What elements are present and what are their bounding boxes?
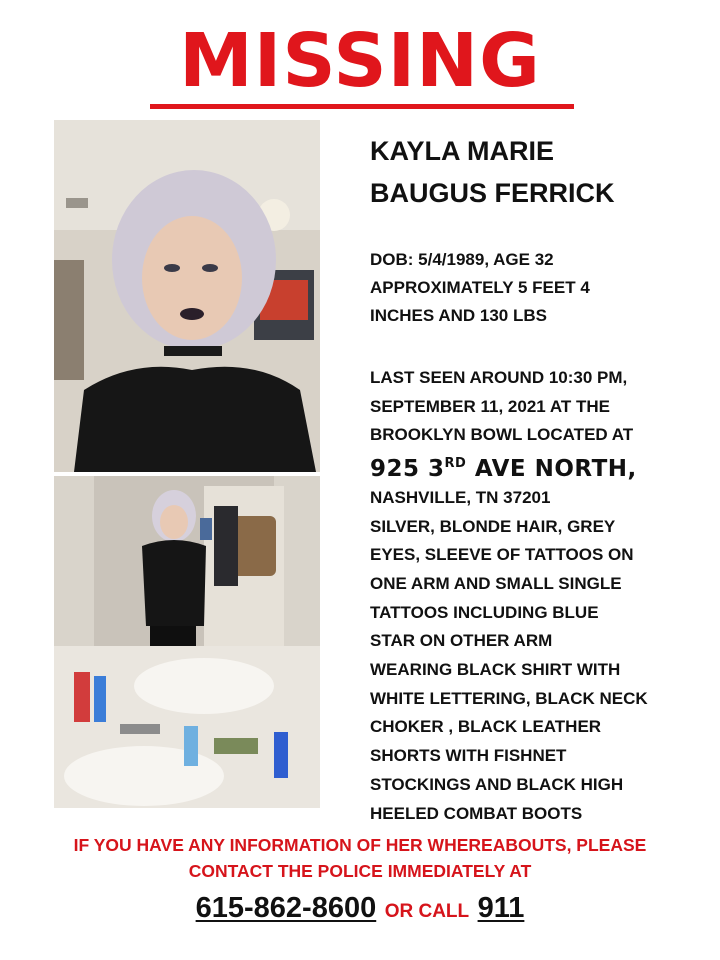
address-number: 925 3 xyxy=(370,456,445,483)
last-seen-line: LAST SEEN AROUND 10:30 PM, xyxy=(370,368,628,387)
description-line: STAR ON OTHER ARM xyxy=(370,631,553,651)
description-line: SILVER, BLONDE HAIR, GREY xyxy=(370,516,616,536)
last-seen-line: SEPTEMBER 11, 2021 AT THE xyxy=(370,396,610,416)
contact-appeal xyxy=(0,832,720,884)
or-call-label: OR CALL xyxy=(384,901,470,922)
description-line: TATTOOS INCLUDING BLUE xyxy=(370,602,599,622)
title-underline xyxy=(150,104,574,109)
address-ordinal: RD xyxy=(444,456,467,472)
description-line: NASHVILLE, TN 37201 xyxy=(370,487,551,507)
appeal-line-1: IF YOU HAVE ANY INFORMATION OF HER WHEREABOUTS, PLEASE xyxy=(73,835,647,855)
stats-line: APPROXIMATELY 5 FEET 4 xyxy=(370,278,590,297)
stats-line: DOB: 5/4/1989, AGE 32 xyxy=(370,250,554,269)
name-line-1: KAYLA MARIE xyxy=(370,136,555,166)
police-phone-number: 615-862-8600 xyxy=(195,892,377,924)
stats-line: INCHES AND 130 LBS xyxy=(370,306,547,325)
description-line: STOCKINGS AND BLACK HIGH xyxy=(370,774,624,794)
poster-title: MISSING xyxy=(179,18,541,104)
mirror-selfie-photo xyxy=(54,476,320,808)
last-seen-description xyxy=(370,364,700,828)
emergency-number: 911 xyxy=(477,892,525,924)
portrait-photo xyxy=(54,120,320,472)
address-street: AVE NORTH xyxy=(466,456,628,483)
description-line: WHITE LETTERING, BLACK NECK xyxy=(370,688,648,708)
missing-person-name xyxy=(370,130,700,214)
street-address xyxy=(370,450,700,484)
contact-numbers xyxy=(0,892,720,925)
description-line: WEARING BLACK SHIRT WITH xyxy=(370,660,621,680)
description-line: CHOKER , BLACK LEATHER xyxy=(370,717,602,737)
description-line: EYES, SLEEVE OF TATTOOS ON xyxy=(370,545,634,565)
name-line-2: BAUGUS FERRICK xyxy=(370,178,615,208)
description-line: HEELED COMBAT BOOTS xyxy=(370,803,583,823)
physical-stats xyxy=(370,246,700,330)
appeal-line-2: CONTACT THE POLICE IMMEDIATELY AT xyxy=(188,861,532,881)
address-comma: , xyxy=(627,456,637,483)
last-seen-line: BROOKLYN BOWL LOCATED AT xyxy=(370,425,634,445)
description-line: ONE ARM AND SMALL SINGLE xyxy=(370,573,622,593)
description-line: SHORTS WITH FISHNET xyxy=(370,746,567,766)
